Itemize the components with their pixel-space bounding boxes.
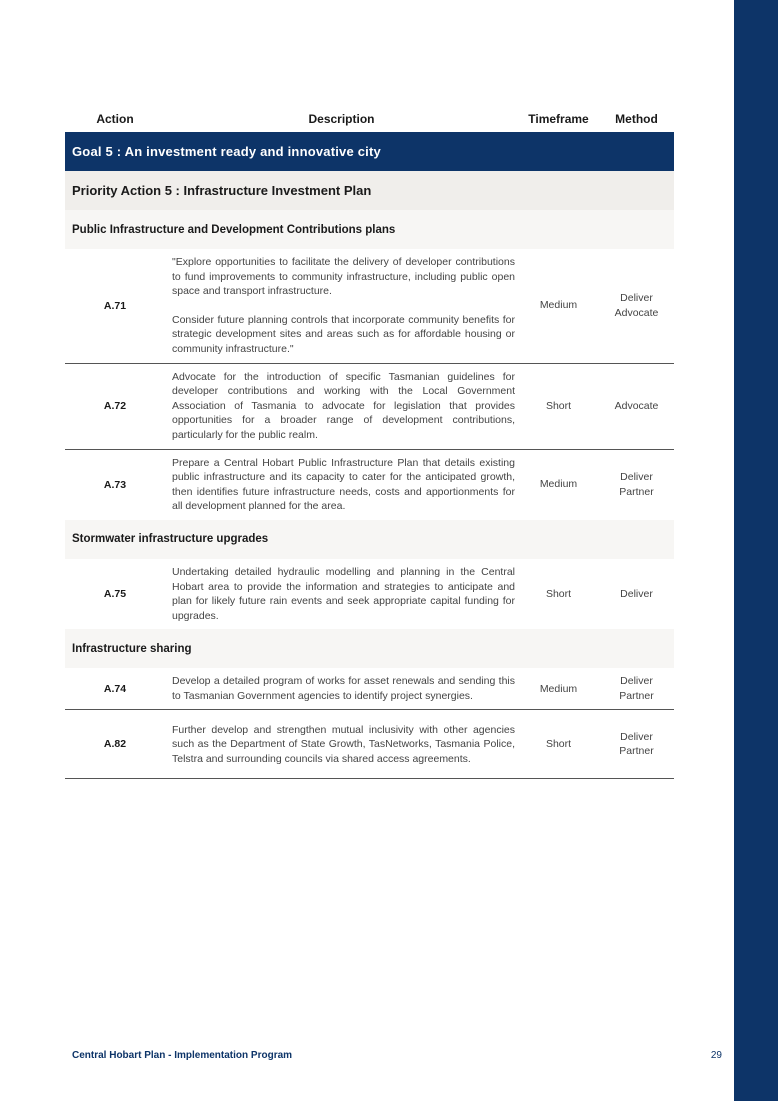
header-timeframe: Timeframe [528,112,589,126]
method-value: Advocate [614,306,659,319]
action-id: A.73 [103,478,127,491]
table-row [65,249,674,363]
action-id: A.71 [65,249,165,363]
description-paragraph: Prepare a Central Hobart Public Infrastructure Plan that details existing public infrastructure and its capacity to cater for the anticipated growth, then identifies future infrastructure needs, costs and apportionments for all development planned for the area. [172,456,515,513]
description-paragraph: Develop a detailed program of works for asset renewals and sending this to Tasmanian Government agencies to identify project synergies. [172,675,515,702]
description-paragraph: "Explore opportunities to facilitate the delivery of developer contributions to fund improvements to community infrastructure, including public open space and transport infrastructure. [172,256,515,298]
action-timeframe: Medium [518,249,599,363]
side-accent-bar [734,0,778,1101]
footer-document-title: Central Hobart Plan - Implementation Program [72,1050,293,1061]
implementation-table-wrapper [65,106,674,779]
action-method [599,710,674,779]
method-value: Deliver [620,587,653,600]
description-paragraph: Further develop and strengthen mutual inclusivity with other agencies such as the Department of State Growth, TasNetworks, Tasmania Police, Telstra and surrounding councils via shared access agreements. [172,723,515,765]
goal-row [65,132,674,171]
action-method [599,363,674,449]
action-timeframe: Medium [539,478,578,491]
action-timeframe: Medium [518,668,599,710]
table-row [65,559,674,629]
header-method: Method [615,112,658,126]
action-timeframe: Short [545,587,572,600]
action-method [599,449,674,520]
goal-title: Goal 5 : An investment ready and innovative city [65,132,674,171]
action-description [165,668,518,710]
description-paragraph: Advocate for the introduction of specific Tasmanian guidelines for developer contributions and working with the Local Government Association of Tasmania to advocate for legislation that provides opportunities for a broader range of development contributions, particularly for the public realm. [172,370,515,441]
header-description: Description [308,112,375,126]
method-value: Partner [619,745,654,758]
table-header-row [65,106,674,132]
action-timeframe: Short [518,363,599,449]
method-value: Deliver [620,730,653,743]
priority-title: Priority Action 5 : Infrastructure Investment Plan [65,171,674,210]
method-value: Deliver [620,675,653,688]
action-id: A.72 [65,363,165,449]
action-method [599,559,674,629]
description-paragraph: Consider future planning controls that incorporate community benefits for strategic development sites and areas such as for affordable housing or community infrastructure." [172,313,515,355]
section-row [65,210,674,249]
section-row [65,629,674,668]
footer-page-number: 29 [710,1050,722,1061]
implementation-table [65,106,674,779]
action-id: A.74 [65,668,165,710]
action-id: A.82 [65,710,165,779]
action-method [599,249,674,363]
section-title: Infrastructure sharing [65,629,674,668]
action-description [165,710,518,779]
section-row [65,520,674,559]
method-value: Partner [619,485,654,498]
action-description [165,363,518,449]
table-row [65,710,674,779]
method-value: Partner [619,689,654,702]
action-method [599,668,674,710]
action-timeframe: Short [518,710,599,779]
action-id: A.75 [103,588,127,601]
method-value: Deliver [620,471,653,484]
table-row [65,363,674,449]
description-paragraph: Undertaking detailed hydraulic modelling and planning in the Central Hobart area to provide the information and strategies to anticipate and plan for likely future rain events and seek appropriate capital funding for upgrades. [172,565,515,622]
table-row [65,668,674,710]
priority-row [65,171,674,210]
action-description [165,449,518,520]
header-action: Action [96,112,134,126]
action-description [165,249,518,363]
method-value: Deliver [620,292,653,305]
table-row [65,449,674,520]
section-title: Public Infrastructure and Development Contributions plans [65,210,674,249]
method-value: Advocate [614,399,659,412]
action-description [165,559,518,629]
section-title: Stormwater infrastructure upgrades [65,520,674,559]
